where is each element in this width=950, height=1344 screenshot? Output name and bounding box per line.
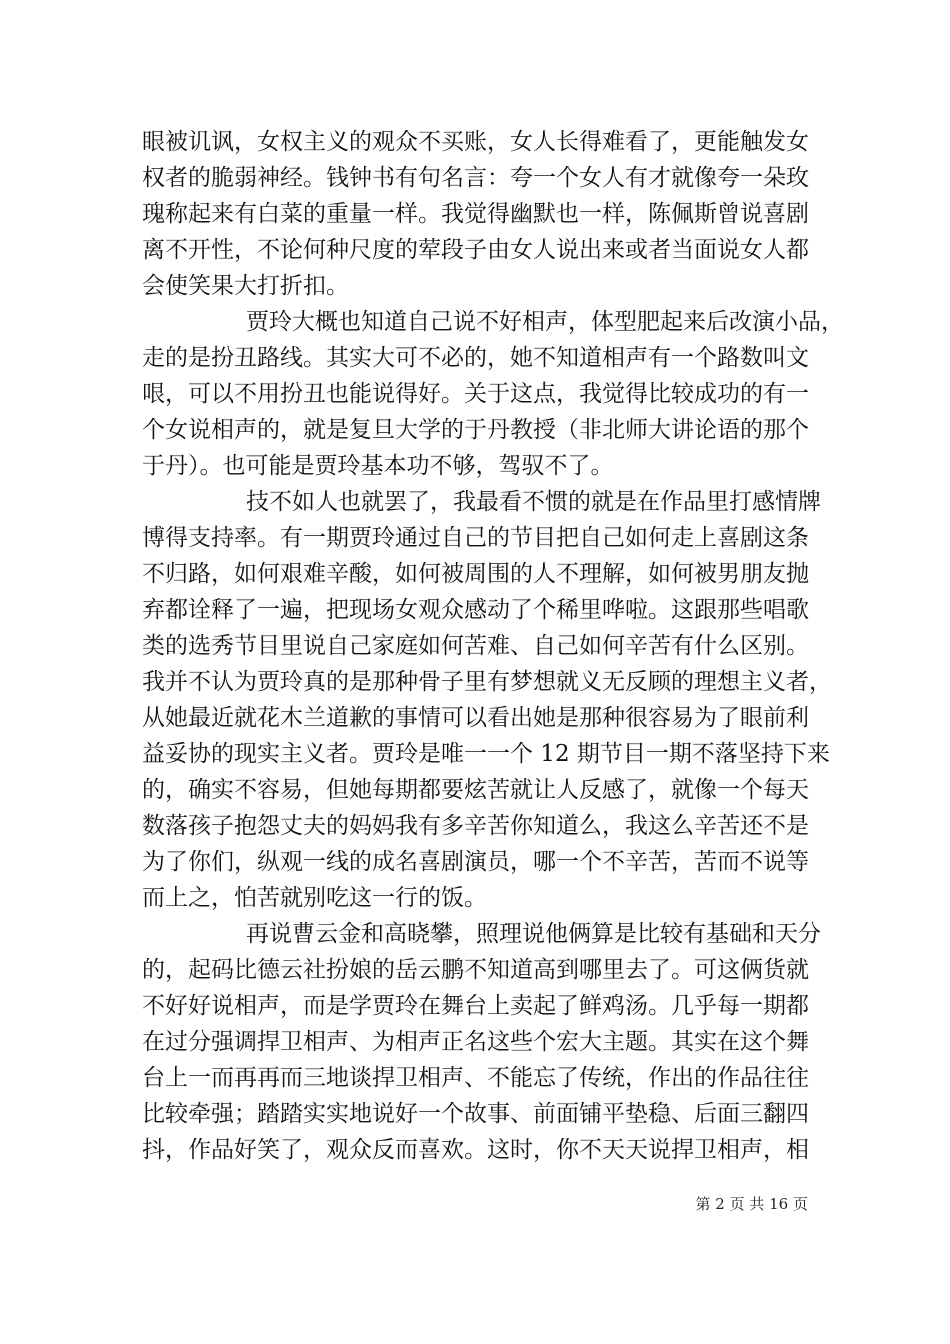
text-line: 不归路，如何艰难辛酸，如何被周围的人不理解，如何被男朋友抛 [142,561,809,587]
paragraph [142,484,832,916]
text-line: 弃都诠释了一遍，把现场女观众感动了个稀里哗啦。这跟那些唱歌 [142,597,809,623]
text-line: 于丹）。也可能是贾玲基本功不够，驾驭不了。 [142,453,614,479]
text-line: 权者的脆弱神经。钱钟书有句名言：夸一个女人有才就像夸一朵玫 [142,165,809,191]
text-line: 益妥协的现实主义者。贾玲是唯一一个 12 期节目一期不落坚持下来 [142,741,830,767]
text-line: 离不开性，不论何种尺度的荤段子由女人说出来或者当面说女人都 [142,237,809,263]
text-line: 再说曹云金和高晓攀，照理说他俩算是比较有基础和天分 [246,921,821,947]
text-line: 抖，作品好笑了，观众反而喜欢。这时，你不天天说捍卫相声，相 [142,1137,809,1163]
text-line: 的，起码比德云社扮娘的岳云鹏不知道高到哪里去了。可这俩货就 [142,957,809,983]
text-line: 哏，可以不用扮丑也能说得好。关于这点，我觉得比较成功的有一 [142,381,809,407]
text-line: 贾玲大概也知道自己说不好相声，体型肥起来后改演小品， [246,309,844,335]
paragraph [142,124,808,304]
text-line: 台上一而再再而三地谈捍卫相声、不能忘了传统，作出的作品往往 [142,1065,809,1091]
text-line: 瑰称起来有白菜的重量一样。我觉得幽默也一样，陈佩斯曾说喜剧 [142,201,809,227]
text-line: 个女说相声的，就是复旦大学的于丹教授（非北师大讲论语的那个 [142,417,809,443]
paragraph [142,916,821,1168]
text-line: 而上之，怕苦就别吃这一行的饭。 [142,885,487,911]
text-line: 博得支持率。有一期贾玲通过自己的节目把自己如何走上喜剧这条 [142,525,809,551]
text-line: 从她最近就花木兰道歉的事情可以看出她是那种很容易为了眼前利 [142,705,809,731]
paragraph [142,304,844,484]
page-number-footer: 第 2 页 共 16 页 [695,1195,808,1213]
text-line: 为了你们，纵观一线的成名喜剧演员，哪一个不辛苦，苦而不说等 [142,849,809,875]
text-line: 数落孩子抱怨丈夫的妈妈我有多辛苦你知道么，我这么辛苦还不是 [142,813,809,839]
text-line: 眼被讥讽，女权主义的观众不买账，女人长得难看了，更能触发女 [142,129,809,155]
text-line: 在过分强调捍卫相声、为相声正名这些个宏大主题。其实在这个舞 [142,1029,809,1055]
document-body [142,124,844,1168]
text-line: 会使笑果大打折扣。 [142,273,349,299]
text-line: 走的是扮丑路线。其实大可不必的，她不知道相声有一个路数叫文 [142,345,809,371]
text-line: 技不如人也就罢了，我最看不惯的就是在作品里打感情牌 [246,489,821,515]
text-line: 类的选秀节目里说自己家庭如何苦难、自己如何辛苦有什么区别。 [142,633,809,659]
text-line: 不好好说相声，而是学贾玲在舞台上卖起了鲜鸡汤。几乎每一期都 [142,993,809,1019]
text-line: 比较牵强；踏踏实实地说好一个故事、前面铺平垫稳、后面三翻四 [142,1101,809,1127]
text-line: 的，确实不容易，但她每期都要炫苦就让人反感了，就像一个每天 [142,777,809,803]
text-line: 我并不认为贾玲真的是那种骨子里有梦想就义无反顾的理想主义者， [142,669,832,695]
